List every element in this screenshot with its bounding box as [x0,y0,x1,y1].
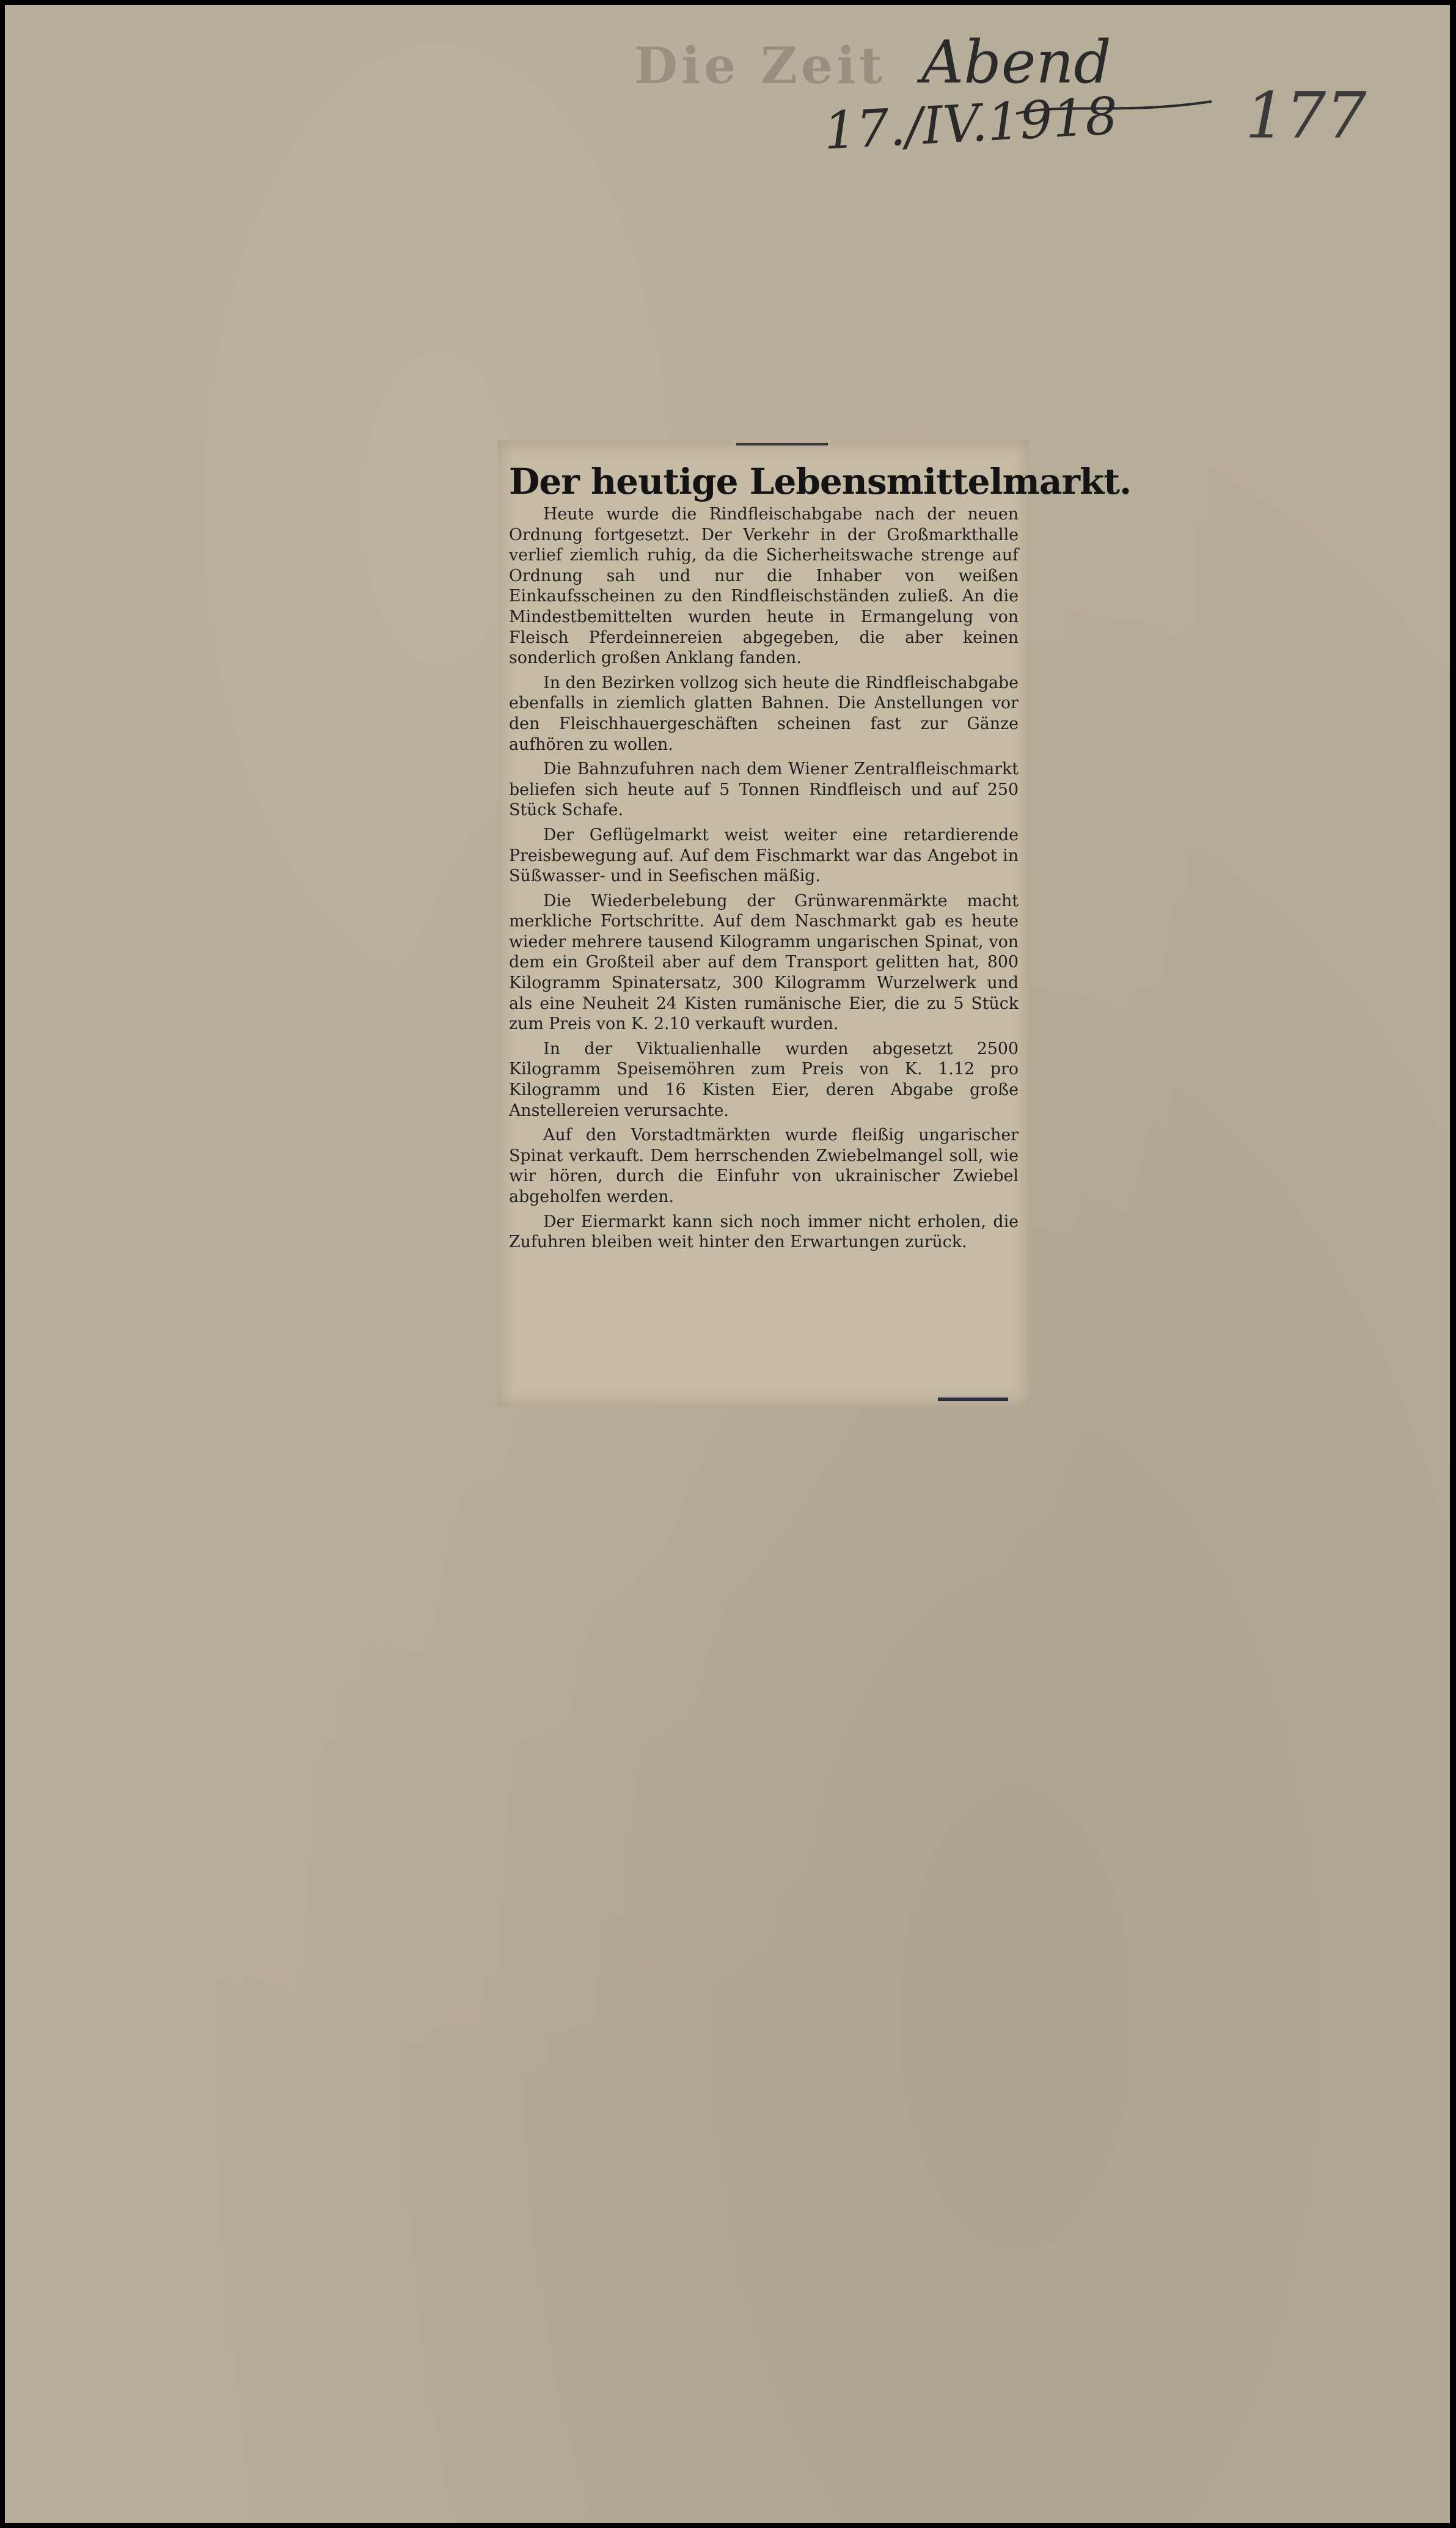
handwritten-edition: Abend [921,28,1111,97]
article-paragraph: Der Eiermarkt kann sich noch immer nicht erholen, die Zufuhren bleiben weit hinter den Erwartungen zurück. [509,1212,1019,1252]
archive-sheet [5,5,1450,2523]
article-paragraph: In den Bezirken vollzog sich heute die Rindfleischabgabe ebenfalls in ziemlich glatten Bahnen. Die Anstellungen vor den Fleischhauergeschäften scheinen fast zur Gänze aufhören zu wollen. [509,673,1019,754]
handwritten-number: 177 [1245,78,1367,153]
newspaper-clipping [498,441,1132,1406]
newspaper-stamp: Die Zeit [634,37,887,95]
clipping-end-mark [938,1398,1008,1401]
handwritten-date: 17./IV.1918 [822,86,1119,161]
clipping-top-rule [736,443,828,445]
article-paragraph: Die Wiederbelebung der Grünwarenmärkte macht merkliche Fortschritte. Auf dem Naschmarkt gab es heute wieder mehrere tausend Kilogramm ungarischen Spinat, von dem ein Großteil aber auf dem Transport gelitten hat, 800 Kilogramm Spinatersatz, 300 Kilogramm Wurzelwerk und als eine Neuheit 24 Kisten rumänische Eier, die zu 5 Stück zum Preis von K. 2.10 verkauft wurden. [509,891,1019,1034]
article-paragraph: In der Viktualienhalle wurden abgesetzt 2500 Kilogramm Speisemöhren zum Preis von K. 1.12 pro Kilogramm und 16 Kisten Eier, deren Abgabe große Anstellereien verursachte. [509,1039,1019,1120]
article-paragraph: Auf den Vorstadtmärkten wurde fleißig ungarischer Spinat verkauft. Dem herrschenden Zwiebelmangel soll, wie wir hören, durch die Einfuhr von ukrainischer Zwiebel abgeholfen werden. [509,1126,1019,1206]
article-body [509,504,1019,1257]
article-paragraph: Die Bahnzufuhren nach dem Wiener Zentralfleischmarkt beliefen sich heute auf 5 Tonnen Rindfleisch und auf 250 Stück Schafe. [509,760,1019,820]
article-paragraph: Heute wurde die Rindfleischabgabe nach der neuen Ordnung fortgesetzt. Der Verkehr in der Großmarkthalle verlief ziemlich ruhig, da die Sicherheitswache strenge auf Ordnung sah und nur die Inhaber von weißen Einkaufsscheinen zu den Rindfleischständen zuließ. An die Mindestbemittelten wurden heute in Ermangelung von Fleisch Pferdeinnereien abgegeben, die aber keinen sonderlich großen Anklang fanden. [509,505,1019,668]
article-headline: Der heutige Lebensmittelmarkt. [509,461,1132,502]
article-paragraph: Der Geflügelmarkt weist weiter eine retardierende Preisbewegung auf. Auf dem Fischmarkt war das Angebot in Süßwasser- und in Seefischen mäßig. [509,825,1019,886]
